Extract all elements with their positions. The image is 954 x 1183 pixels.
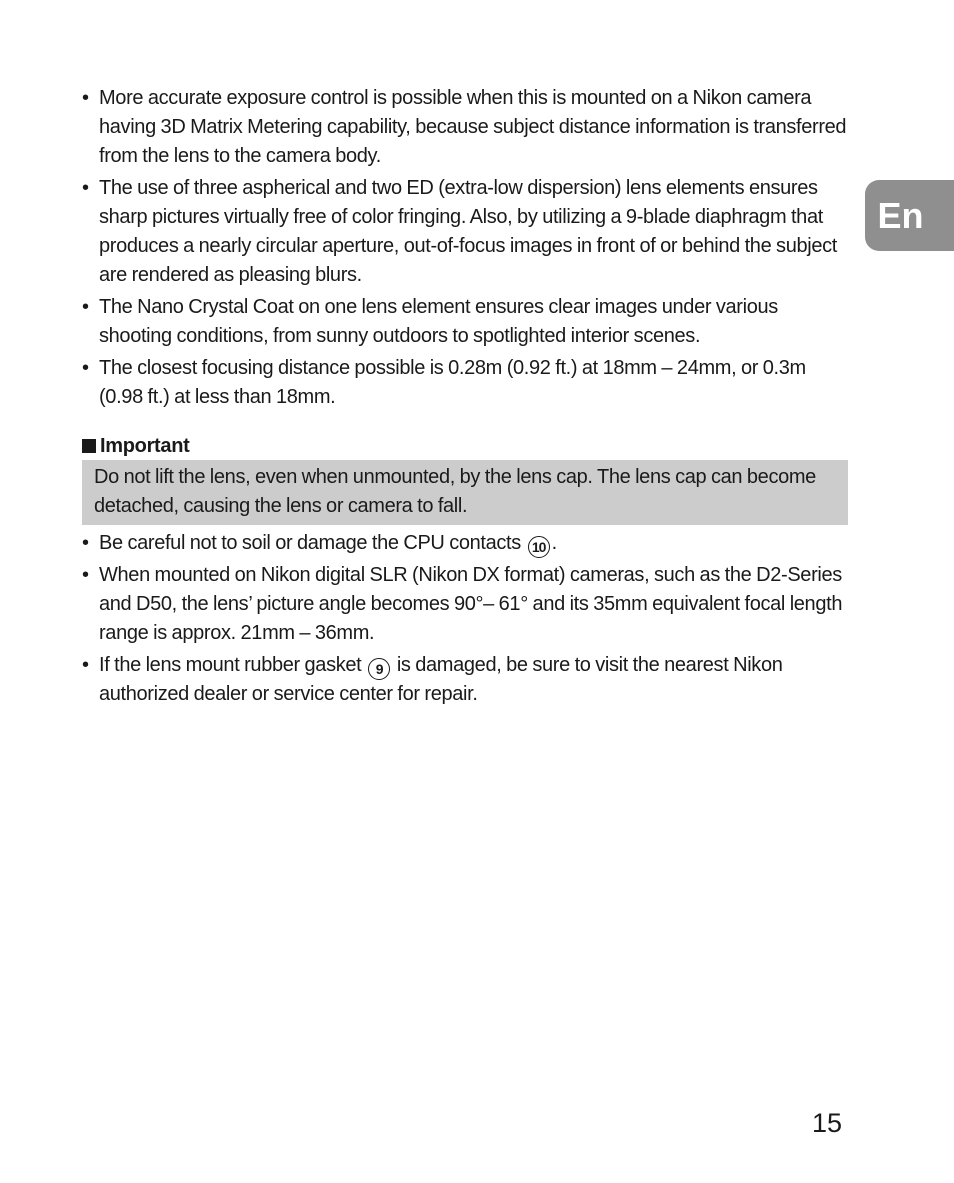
- list-item: [82, 84, 848, 171]
- list-item-text: The Nano Crystal Coat on one lens element ensures clear images under various shooting conditions, from sunny outdoors to spotlighted interior scenes.: [99, 296, 778, 347]
- square-icon: [82, 439, 96, 453]
- bullet-icon: •: [82, 296, 89, 318]
- reference-number-icon: 9: [368, 658, 390, 680]
- list-item-text: When mounted on Nikon digital SLR (Nikon DX format) cameras, such as the D2-Series and D50, the lens’ picture angle becomes 90°– 61° and its 35mm equivalent focal length range is approx. 21mm – 36mm.: [99, 564, 843, 644]
- list-item-text: More accurate exposure control is possible when this is mounted on a Nikon camera having 3D Matrix Metering capability, because subject distance information is transferred from the lens to the camera body.: [99, 87, 847, 167]
- list-item-text: The use of three aspherical and two ED (extra-low dispersion) lens elements ensures sharp pictures virtually free of color fringing. Also, by utilizing a 9-blade diaphragm that produces a nearly circular aperture, out-of-focus images in front of or behind the subject are rendered as pleasing blurs.: [99, 177, 837, 286]
- list-item-text: The closest focusing distance possible is 0.28m (0.92 ft.) at 18mm – 24mm, or 0.3m (0.98 ft.) at less than 18mm.: [99, 357, 806, 408]
- list-item-text: If the lens mount rubber gasket: [99, 654, 362, 676]
- bullet-icon: •: [82, 654, 89, 676]
- important-heading-label: Important: [100, 435, 190, 457]
- list-item-text-end: is damaged, be sure to visit the nearest Nikon authorized dealer or service center for repair.: [99, 654, 783, 705]
- reference-number-icon: 10: [528, 536, 550, 558]
- bullet-icon: •: [82, 87, 89, 109]
- important-note-text: Do not lift the lens, even when unmounted, by the lens cap. The lens cap can become detached, causing the lens or camera to fall.: [94, 466, 816, 517]
- list-item: [82, 293, 848, 351]
- list-item: [82, 529, 848, 558]
- important-bullet-list: [82, 529, 848, 709]
- important-heading: [82, 432, 848, 460]
- list-item: [82, 354, 848, 412]
- page-content: [82, 84, 848, 712]
- list-item: [82, 561, 848, 648]
- bullet-icon: •: [82, 177, 89, 199]
- list-item-text-end: .: [551, 532, 557, 554]
- list-item-text: Be careful not to soil or damage the CPU contacts: [99, 532, 521, 554]
- important-note-box: [82, 460, 848, 525]
- bullet-icon: •: [82, 357, 89, 379]
- page-number: 15: [812, 1108, 843, 1138]
- bullet-icon: •: [82, 532, 89, 554]
- list-item: [82, 174, 848, 290]
- bullet-icon: •: [82, 564, 89, 586]
- feature-bullet-list: [82, 84, 848, 412]
- language-tab: [865, 180, 954, 251]
- list-item: [82, 651, 848, 709]
- language-tab-label: En: [877, 194, 924, 236]
